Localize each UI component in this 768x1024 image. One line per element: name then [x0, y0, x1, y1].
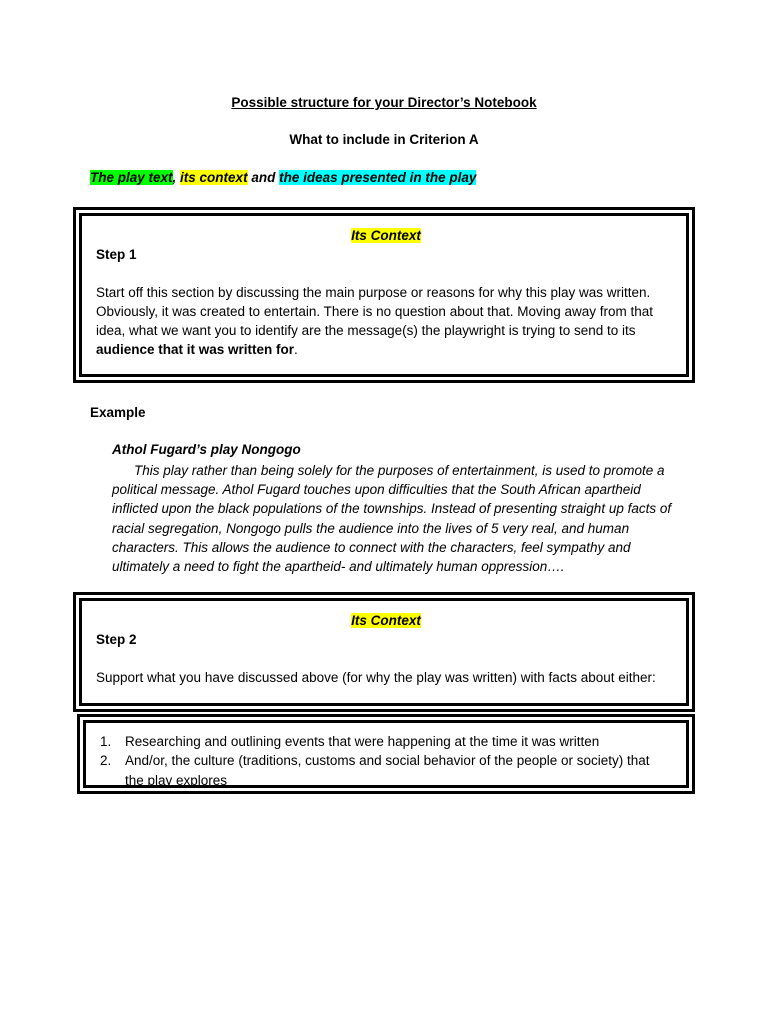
list-item: 1. Researching and outlining events that were happening at the time it was written: [100, 734, 600, 749]
facts-list-box: [77, 714, 695, 794]
document-subtitle: What to include in Criterion A: [289, 132, 479, 147]
box1-body: Start off this section by discussing the main purpose or reasons for why this play was written. Obviously, it was created to entertain. There is no question about that. Moving away from that idea, what we want you to identify are the message(s) the playwright is trying to send to its audience that it was written for.: [96, 284, 654, 358]
highlight-its-context: its context: [180, 170, 248, 185]
example-label: Example: [90, 405, 146, 420]
box1-step-label: Step 1: [96, 247, 137, 263]
box2-body: Support what you have discussed above (for why the play was written) with facts about either:: [96, 669, 656, 685]
example-heading: Athol Fugard’s play Nongogo: [112, 442, 301, 457]
box1-body-bold: audience that it was written for: [96, 342, 295, 358]
context-step2-box: [73, 592, 695, 712]
context-step1-box: [73, 207, 695, 383]
facts-list-box-inner: [83, 720, 689, 788]
example-body: This play rather than being solely for the purposes of entertainment, is used to promote a political message. Athol Fugard touches upon difficulties that the South African apartheid inflicted upon the black populations of the townships. Instead of presenting straight up facts of racial segregation, Nongogo pulls the audience into the lives of 5 very real, and human characters. This allows the audience to connect with the characters, feel sympathy and ultimately a need to fight the apartheid- and ultimately human oppression….: [112, 463, 672, 575]
highlighted-heading: [90, 170, 476, 185]
box2-heading: Its Context: [351, 613, 421, 628]
document-title: Possible structure for your Director’s Notebook: [231, 95, 537, 110]
box1-heading: Its Context: [351, 228, 421, 243]
box2-step-label: Step 2: [96, 632, 137, 648]
highlight-ideas: the ideas presented in the play: [279, 170, 477, 185]
highlight-separator-1: ,: [172, 170, 181, 185]
context-step1-box-inner: [79, 213, 689, 377]
context-step2-box-inner: [79, 598, 689, 706]
highlight-play-text: The play text: [90, 170, 173, 185]
facts-list: [100, 732, 670, 790]
list-item: 2. And/or, the culture (traditions, customs and social behavior of the people or society) that the play explores: [100, 753, 650, 788]
highlight-separator-2: and: [247, 170, 280, 185]
